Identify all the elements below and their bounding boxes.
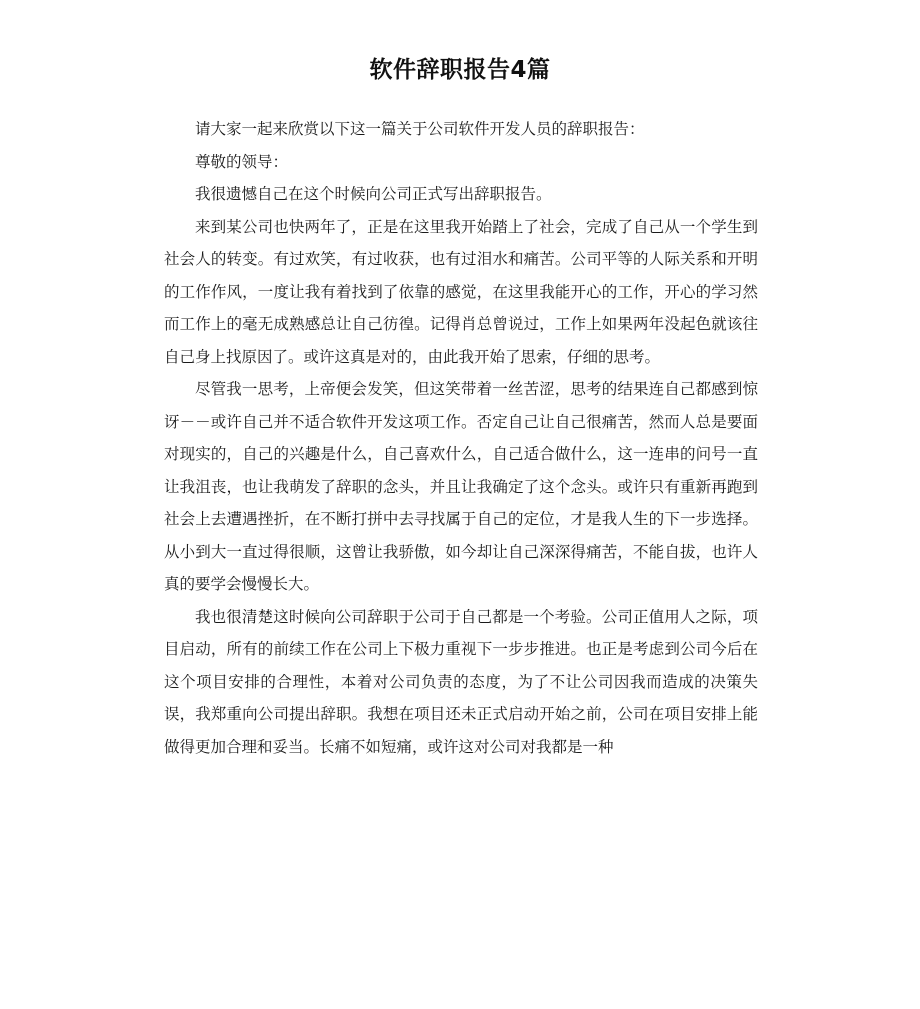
body-paragraph: 我也很清楚这时候向公司辞职于公司于自己都是一个考验。公司正值用人之际，项目启动，所有的前续工作在公司上下极力重视下一步步推进。也正是考虑到公司今后在这个项目安排的合理性，本着对公司负责的态度，为了不让公司因我而造成的决策失误，我郑重向公司提出辞职。我想在项目还未正式启动开始之前，公司在项目安排上能做得更加合理和妥当。长痛不如短痛，或许这对公司对我都是一种 (164, 607, 758, 756)
body-paragraph: 来到某公司也快两年了，正是在这里我开始踏上了社会，完成了自己从一个学生到社会人的转变。有过欢笑，有过收获，也有过泪水和痛苦。公司平等的人际关系和开明的工作作风，一度让我有着找到了依靠的感觉，在这里我能开心的工作，开心的学习然而工作上的毫无成熟感总让自己彷徨。记得肖总曾说过，工作上如果两年没起色就该往自己身上找原因了。或许这真是对的，由此我开始了思索，仔细的思考。 (164, 217, 758, 366)
opening-paragraph: 我很遗憾自己在这个时候向公司正式写出辞职报告。 (195, 185, 552, 203)
document-title: 软件辞职报告4篇 (369, 57, 551, 83)
salutation-paragraph: 尊敬的领导： (195, 152, 289, 171)
body-paragraph: 尽管我一思考，上帝便会发笑，但这笑带着一丝苦涩，思考的结果连自己都感到惊讶－－或许自己并不适合软件开发这项工作。否定自己让自己很痛苦，然而人总是要面对现实的，自己的兴趣是什么，自己喜欢什么，自己适合做什么，这一连串的问号一直让我沮丧，也让我萌发了辞职的念头，并且让我确定了这个念头。或许只有重新再跑到社会上去遭遇挫折，在不断打拼中去寻找属于自己的定位，才是我人生的下一步选择。从小到大一直过得很顺，这曾让我骄傲，如今却让自己深深得痛苦，不能自拔，也许人真的要学会慢慢长大。 (164, 380, 758, 593)
intro-paragraph: 请大家一起来欣赏以下这一篇关于公司软件开发人员的辞职报告： (195, 120, 645, 138)
document-body (164, 113, 758, 763)
